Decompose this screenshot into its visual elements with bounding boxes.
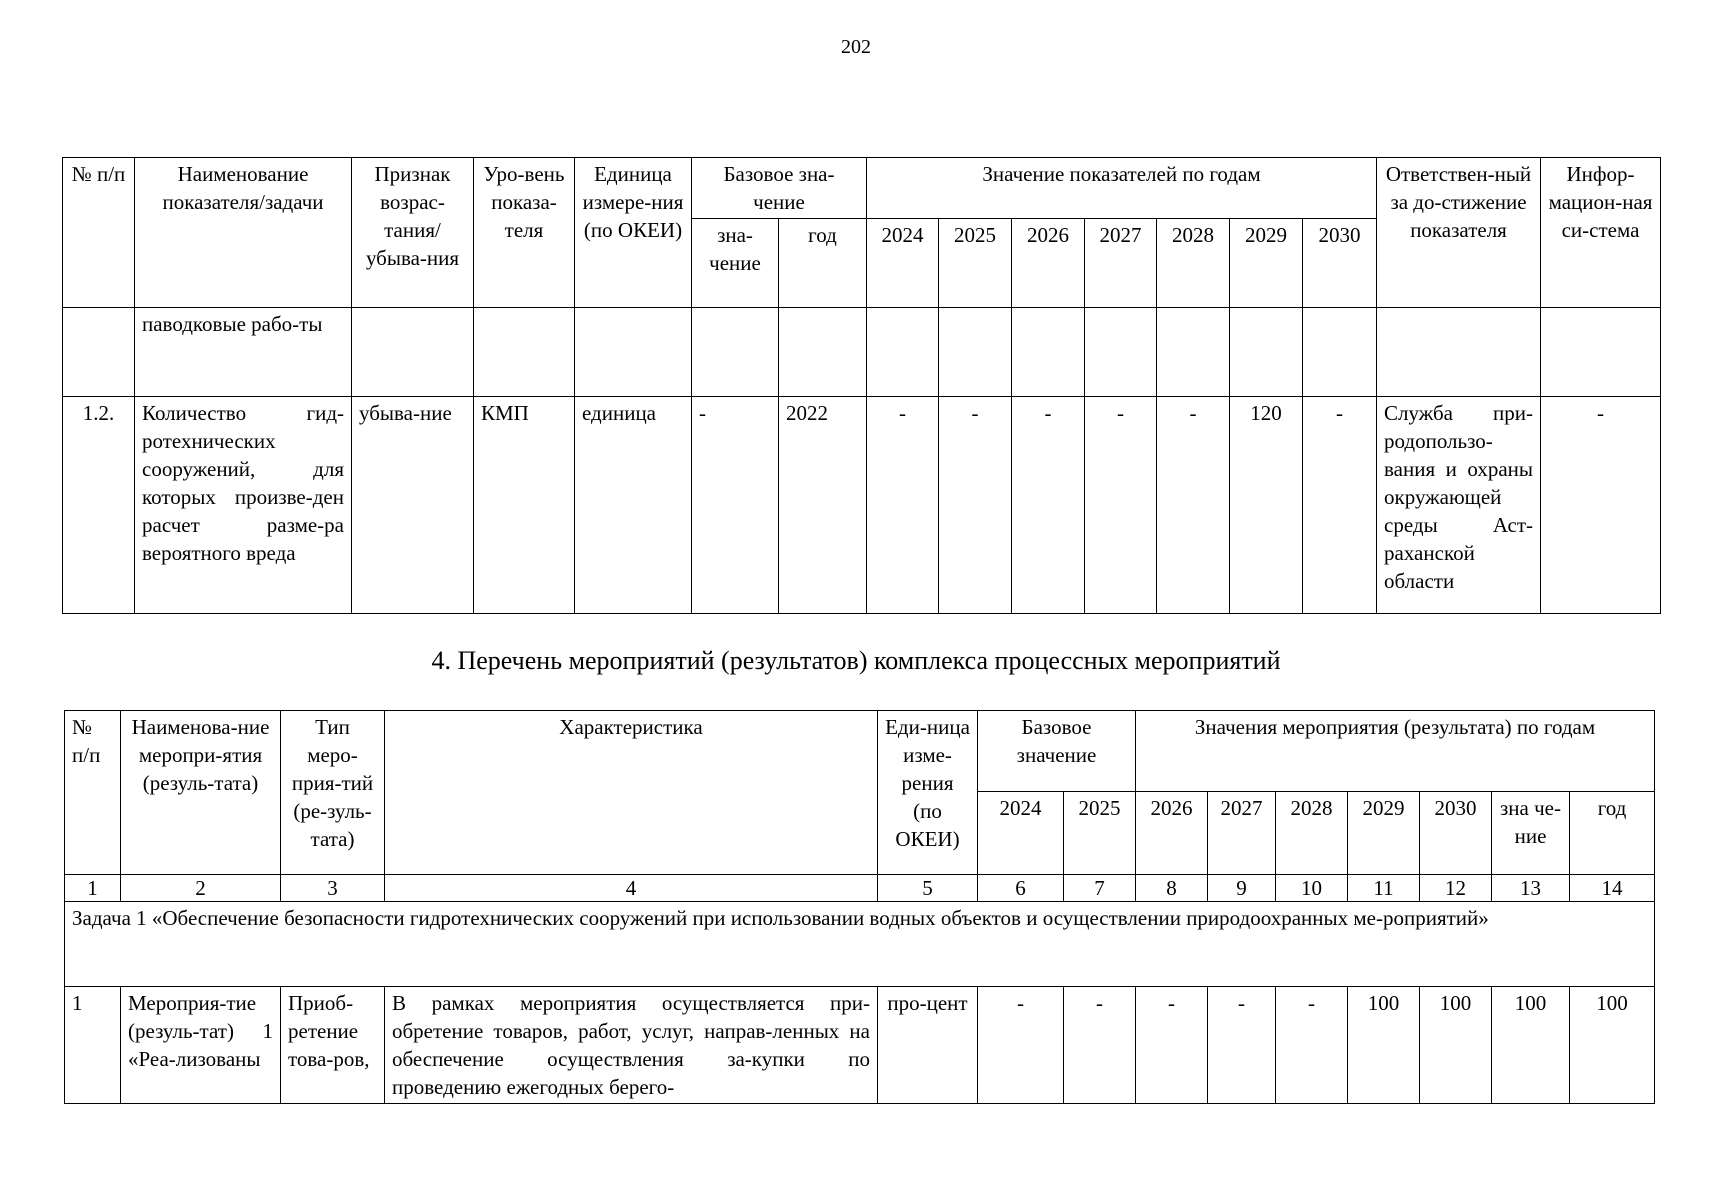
row-base-year: - bbox=[1064, 987, 1136, 1104]
row-characteristic: В рамках мероприятия осуществляется при-обретение товаров, работ, услуг, направ-ленных на обеспечение осуществления за-купки по проведению ежегодных берего- bbox=[385, 987, 878, 1104]
header-base-year: год bbox=[1570, 792, 1655, 875]
row-year-value: 100 bbox=[1420, 987, 1492, 1104]
row-base-value: - bbox=[978, 987, 1064, 1104]
row-year-value: - bbox=[1085, 397, 1157, 614]
column-number: 12 bbox=[1420, 875, 1492, 902]
table-cell bbox=[1085, 308, 1157, 397]
header-type: Тип меро-прия-тий (ре-зуль-тата) bbox=[281, 711, 385, 875]
row-year-value: 100 bbox=[1570, 987, 1655, 1104]
row-trend: убыва-ние bbox=[352, 397, 474, 614]
row-responsible: Служба при-родопользо-вания и охраны окружающей среды Аст-раханской области bbox=[1377, 397, 1541, 614]
column-number: 10 bbox=[1276, 875, 1348, 902]
header-year: 2030 bbox=[1303, 219, 1377, 308]
header-info-system: Инфор-мацион-ная си-стема bbox=[1541, 158, 1661, 308]
header-base-year: год bbox=[779, 219, 867, 308]
row-year-value: - bbox=[1276, 987, 1348, 1104]
header-year: 2025 bbox=[1064, 792, 1136, 875]
header-year: 2024 bbox=[867, 219, 939, 308]
table-cell bbox=[575, 308, 692, 397]
header-characteristic: Характеристика bbox=[385, 711, 878, 875]
header-year: 2024 bbox=[978, 792, 1064, 875]
row-measure-name: Мероприя-тие (резуль-тат) 1 «Реа-лизованы bbox=[121, 987, 281, 1104]
section-title: 4. Перечень мероприятий (результатов) комплекса процессных мероприятий bbox=[431, 646, 1281, 675]
table-cell bbox=[867, 308, 939, 397]
table-cell bbox=[939, 308, 1012, 397]
column-number: 4 bbox=[385, 875, 878, 902]
header-unit: Еди-ница изме-рения (по ОКЕИ) bbox=[878, 711, 978, 875]
indicators-table bbox=[62, 157, 1661, 614]
table-cell bbox=[692, 308, 779, 397]
row-unit: про-цент bbox=[878, 987, 978, 1104]
row-num: 1 bbox=[65, 987, 121, 1104]
header-year: 2029 bbox=[1230, 219, 1303, 308]
header-num: № п/п bbox=[65, 711, 121, 875]
row-year-value: - bbox=[867, 397, 939, 614]
column-number: 9 bbox=[1208, 875, 1276, 902]
header-trend: Признак возрас-тания/ убыва-ния bbox=[352, 158, 474, 308]
row-year-value: 120 bbox=[1230, 397, 1303, 614]
row-level: КМП bbox=[474, 397, 575, 614]
row-num: 1.2. bbox=[63, 397, 135, 614]
table-cell bbox=[779, 308, 867, 397]
row-year-value: - bbox=[1012, 397, 1085, 614]
column-number: 7 bbox=[1064, 875, 1136, 902]
header-years-group: Значения мероприятия (результата) по годам bbox=[1136, 711, 1655, 792]
table-cell bbox=[63, 308, 135, 397]
column-number: 14 bbox=[1570, 875, 1655, 902]
column-number: 13 bbox=[1492, 875, 1570, 902]
continuation-text: паводковые рабо-ты bbox=[135, 308, 352, 397]
row-year-value: - bbox=[939, 397, 1012, 614]
header-measure-name: Наименова-ние меропри-ятия (резуль-тата) bbox=[121, 711, 281, 875]
row-year-value: - bbox=[1208, 987, 1276, 1104]
header-base: Базовое зна-чение bbox=[692, 158, 867, 219]
table-row bbox=[65, 987, 1655, 1104]
column-number: 3 bbox=[281, 875, 385, 902]
header-year: 2025 bbox=[939, 219, 1012, 308]
table-cell bbox=[1541, 308, 1661, 397]
header-indicator-name: Наименование показателя/задачи bbox=[135, 158, 352, 308]
table-cell bbox=[352, 308, 474, 397]
column-number: 8 bbox=[1136, 875, 1208, 902]
column-number: 6 bbox=[978, 875, 1064, 902]
row-indicator-name: Количество гид-ротехнических сооружений, для которых произве-ден расчет разме-ра вероятного вреда bbox=[135, 397, 352, 614]
row-base-value: - bbox=[692, 397, 779, 614]
measures-table bbox=[64, 710, 1655, 1104]
header-years-group: Значение показателей по годам bbox=[867, 158, 1377, 219]
header-year: 2027 bbox=[1085, 219, 1157, 308]
table-cell bbox=[1012, 308, 1085, 397]
table-cell bbox=[1377, 308, 1541, 397]
header-year: 2027 bbox=[1208, 792, 1276, 875]
column-number: 11 bbox=[1348, 875, 1420, 902]
row-year-value: 100 bbox=[1492, 987, 1570, 1104]
header-level: Уро-вень показа-теля bbox=[474, 158, 575, 308]
column-numbers-row bbox=[65, 875, 1655, 902]
row-type: Приоб-ретение това-ров, bbox=[281, 987, 385, 1104]
header-year: 2028 bbox=[1276, 792, 1348, 875]
header-year: 2029 bbox=[1348, 792, 1420, 875]
row-base-year: 2022 bbox=[779, 397, 867, 614]
header-num: № п/п bbox=[63, 158, 135, 308]
header-year: 2028 bbox=[1157, 219, 1230, 308]
header-unit: Единица измере-ния (по ОКЕИ) bbox=[575, 158, 692, 308]
table-cell bbox=[474, 308, 575, 397]
task-heading: Задача 1 «Обеспечение безопасности гидротехнических сооружений при использовании водных объектов и осуществлении природоохранных ме-роприятий» bbox=[65, 902, 1655, 987]
table-cell bbox=[1230, 308, 1303, 397]
column-number: 2 bbox=[121, 875, 281, 902]
header-base: Базовое значение bbox=[978, 711, 1136, 792]
row-year-value: - bbox=[1157, 397, 1230, 614]
row-year-value: - bbox=[1136, 987, 1208, 1104]
row-unit: единица bbox=[575, 397, 692, 614]
column-number: 1 bbox=[65, 875, 121, 902]
header-year: 2026 bbox=[1136, 792, 1208, 875]
row-info-system: - bbox=[1541, 397, 1661, 614]
column-number: 5 bbox=[878, 875, 978, 902]
header-year: 2030 bbox=[1420, 792, 1492, 875]
table-row bbox=[63, 397, 1661, 614]
page-number: 202 bbox=[841, 36, 871, 58]
header-year: 2026 bbox=[1012, 219, 1085, 308]
row-year-value: 100 bbox=[1348, 987, 1420, 1104]
header-responsible: Ответствен-ный за до-стижение показателя bbox=[1377, 158, 1541, 308]
row-year-value: - bbox=[1303, 397, 1377, 614]
header-base-value: зна че-ние bbox=[1492, 792, 1570, 875]
table-cell bbox=[1157, 308, 1230, 397]
table-cell bbox=[1303, 308, 1377, 397]
header-base-value: зна-чение bbox=[692, 219, 779, 308]
